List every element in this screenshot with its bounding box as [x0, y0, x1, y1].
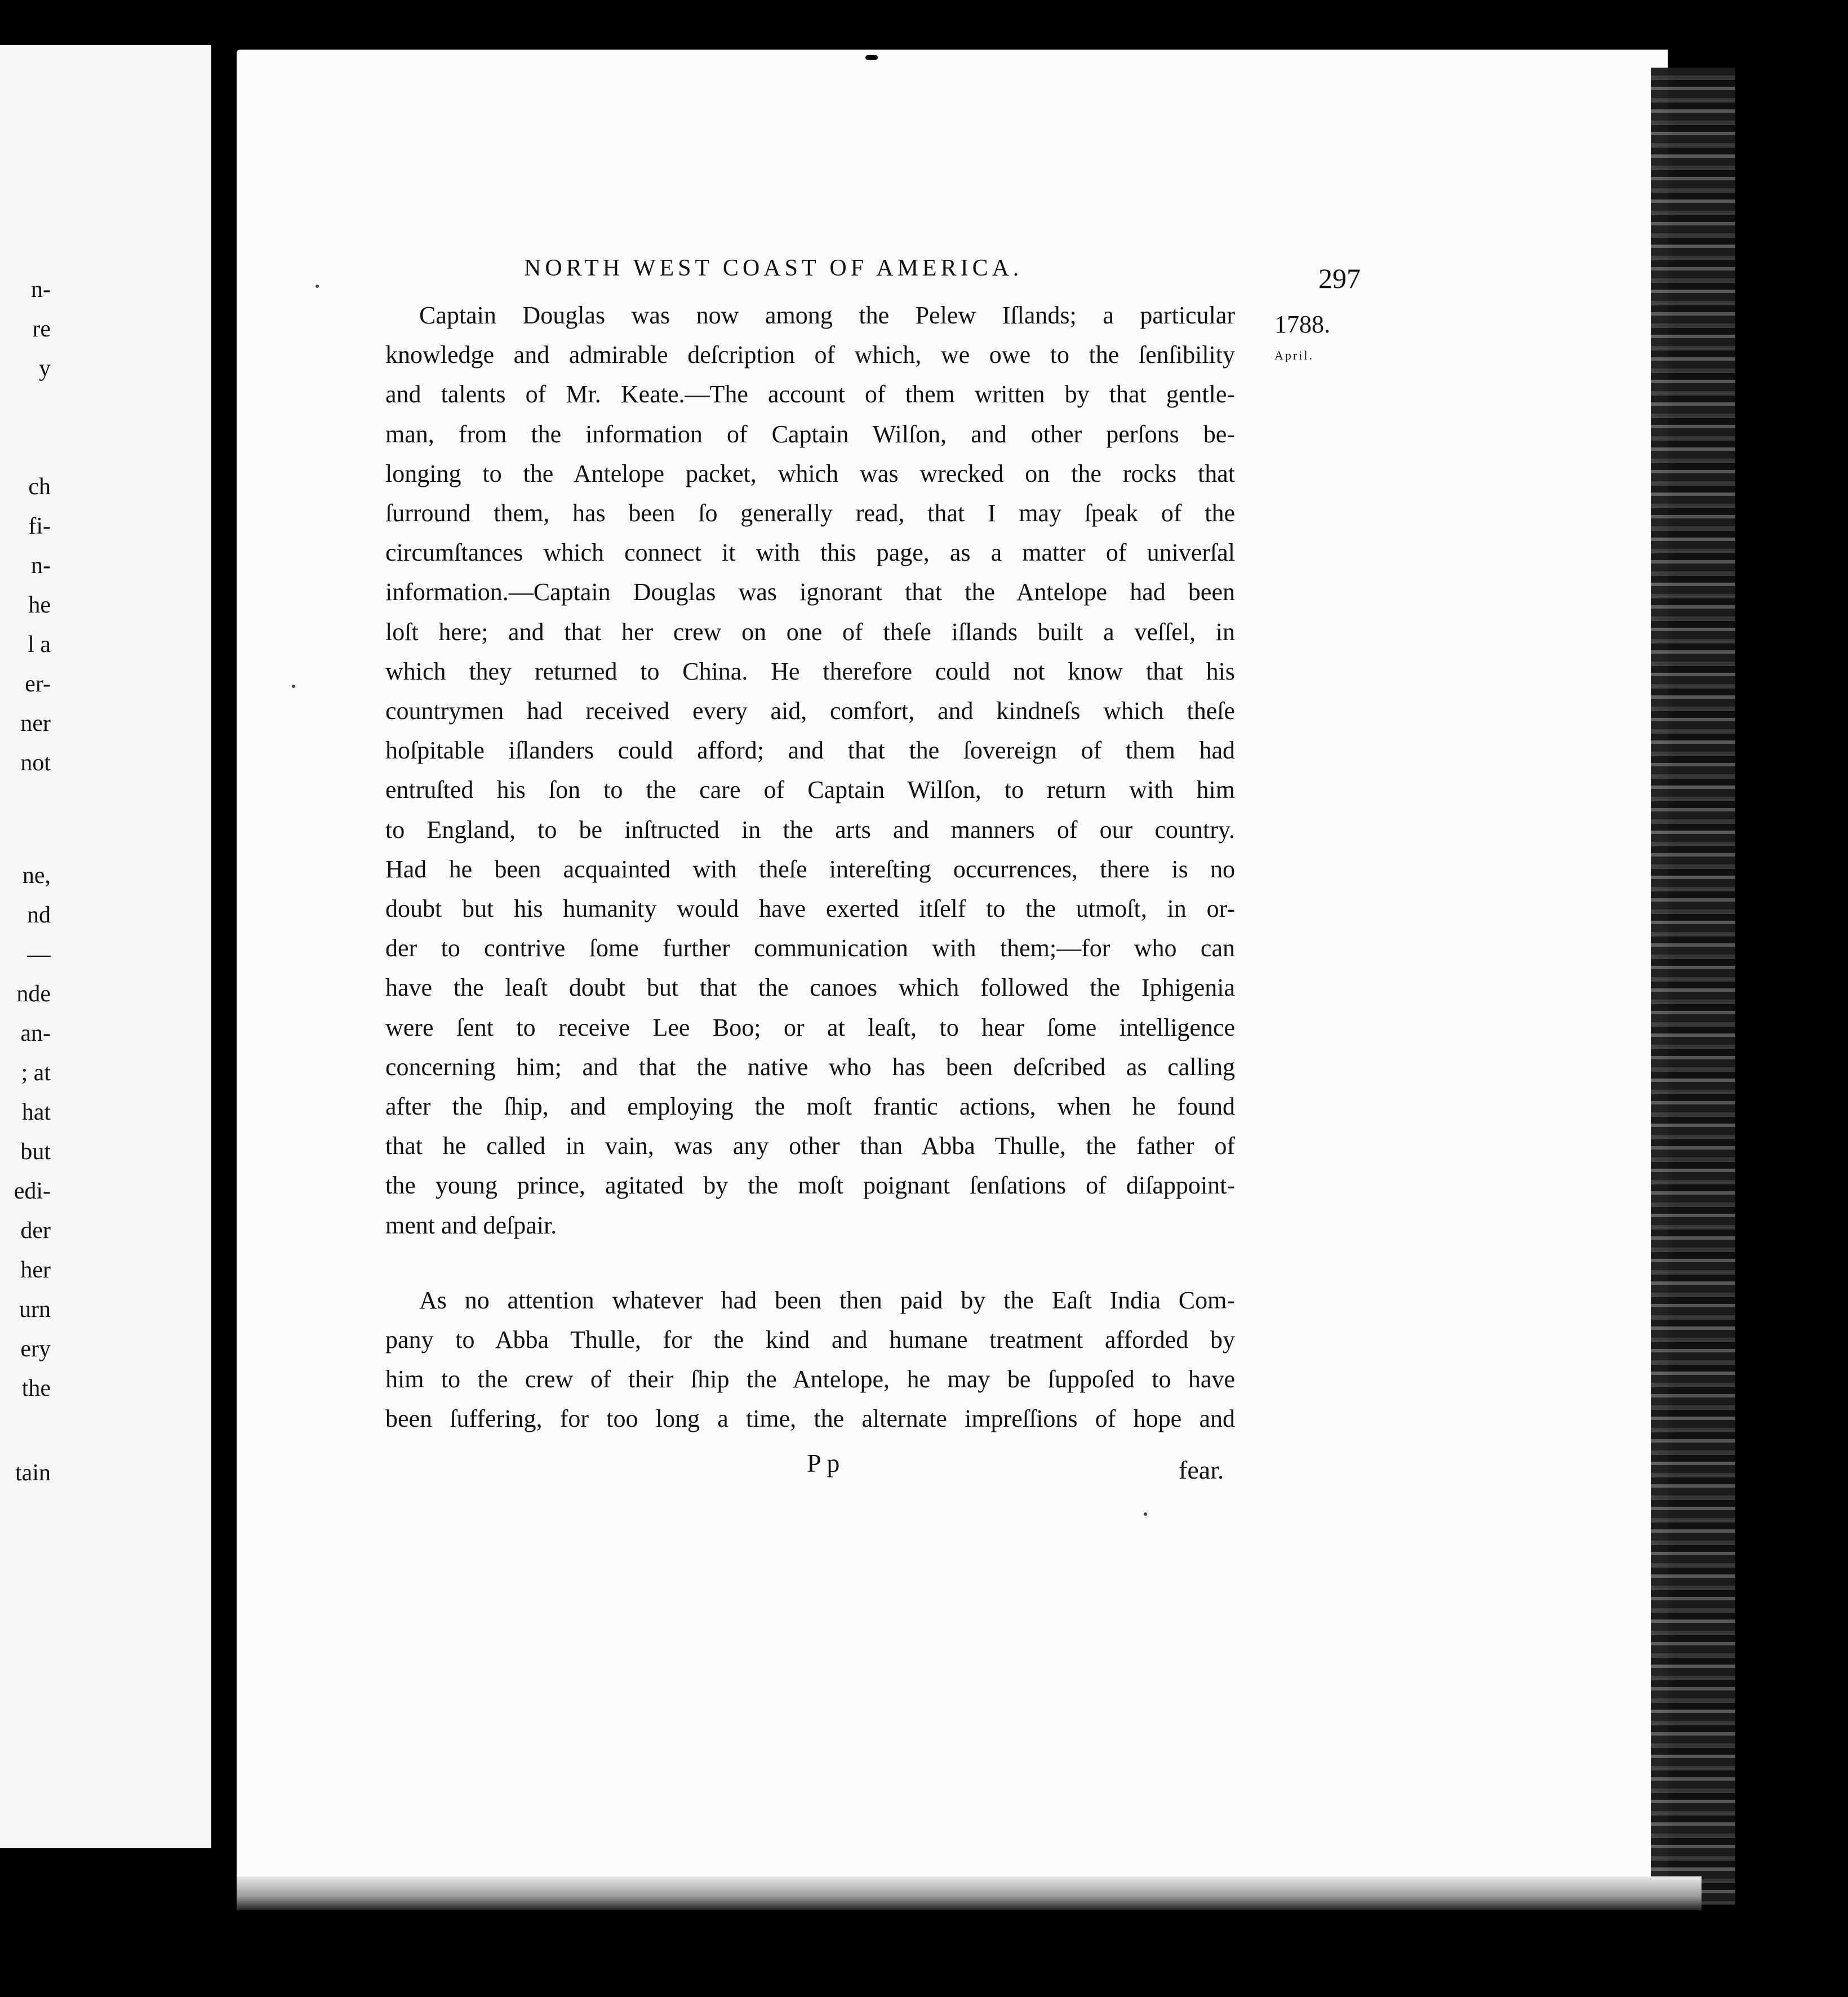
- page-bottom-edge: [237, 1876, 1702, 1910]
- left-page-fragment: not: [20, 750, 51, 776]
- text-line: As no attention whatever had been then paid by the Eaſt India Com-: [419, 1286, 1235, 1314]
- running-head: NORTH WEST COAST OF AMERICA.: [524, 255, 1023, 281]
- page-number: 297: [1318, 263, 1361, 294]
- left-page-fragment: er-: [25, 671, 51, 697]
- margin-note-month: April.: [1274, 348, 1314, 362]
- left-facing-page: [0, 45, 211, 1848]
- text-line: that he called in vain, was any other than Abba Thulle, the father of: [385, 1132, 1235, 1160]
- left-page-fragment: the: [21, 1375, 51, 1401]
- left-page-fragment: her: [20, 1257, 51, 1283]
- ink-speck: [865, 55, 878, 60]
- text-line: man, from the information of Captain Wilſon, and other perſons be-: [385, 420, 1235, 448]
- ink-speck: [292, 685, 295, 688]
- catchword: fear.: [1179, 1455, 1224, 1484]
- text-line: which they returned to China. He therefore could not know that his: [385, 658, 1235, 685]
- text-line: him to the crew of their ſhip the Antelope, he may be ſuppoſed to have: [385, 1365, 1235, 1393]
- text-line: doubt but his humanity would have exerted itſelf to the utmoſt, in or-: [385, 895, 1235, 922]
- text-line: to England, to be inſtructed in the arts and manners of our country.: [385, 816, 1235, 844]
- left-page-fragment: ner: [20, 711, 51, 736]
- left-page-fragment: n-: [31, 553, 51, 579]
- text-line: concerning him; and that the native who has been deſcribed as calling: [385, 1053, 1235, 1081]
- left-page-fragment: hat: [21, 1099, 51, 1125]
- left-page-fragment: l a: [28, 632, 51, 658]
- ink-speck: [1144, 1512, 1147, 1516]
- text-line: loſt here; and that her crew on one of theſe iſlands built a veſſel, in: [385, 618, 1235, 646]
- text-line: the young prince, agitated by the moſt poignant ſenſations of diſappoint-: [385, 1171, 1235, 1199]
- left-page-fragment: ery: [20, 1336, 51, 1362]
- text-line: pany to Abba Thulle, for the kind and humane treatment afforded by: [385, 1326, 1235, 1353]
- left-page-fragment: edi-: [14, 1178, 51, 1204]
- text-line: Captain Douglas was now among the Pelew Iſlands; a particular: [419, 301, 1235, 329]
- text-line: longing to the Antelope packet, which was wrecked on the rocks that: [385, 460, 1235, 487]
- left-page-fragment: nde: [16, 981, 51, 1007]
- text-line: information.—Captain Douglas was ignorant that the Antelope had been: [385, 578, 1235, 606]
- left-page-fragment: nd: [27, 902, 51, 928]
- text-line: entruſted his ſon to the care of Captain Wilſon, to return with him: [385, 776, 1235, 804]
- left-page-fragment: urn: [19, 1297, 51, 1323]
- text-line: ſurround them, has been ſo generally read, that I may ſpeak of the: [385, 499, 1235, 527]
- left-page-fragment: ch: [28, 474, 51, 500]
- text-line: knowledge and admirable deſcription of which, we owe to the ſenſibility: [385, 341, 1235, 369]
- left-page-fragment: re: [32, 316, 51, 342]
- margin-note-year: 1788.: [1274, 310, 1330, 338]
- page-fore-edge: [1651, 68, 1735, 1905]
- left-page-fragment: tain: [15, 1460, 51, 1486]
- ink-speck: [316, 285, 319, 288]
- text-line: countrymen had received every aid, comfort, and kindneſs which theſe: [385, 697, 1235, 725]
- left-page-fragment: —: [27, 942, 51, 968]
- left-page-fragment: fi-: [28, 513, 51, 539]
- left-page-fragment: n-: [31, 277, 51, 303]
- left-page-fragment: an-: [20, 1020, 51, 1046]
- text-line: been ſuffering, for too long a time, the alternate impreſſions of hope and: [385, 1405, 1235, 1432]
- left-page-fragment: but: [20, 1139, 51, 1165]
- left-page-fragment: y: [39, 356, 51, 381]
- text-line: have the leaſt doubt but that the canoes which followed the Iphigenia: [385, 974, 1235, 1001]
- left-page-fragment: der: [20, 1218, 51, 1244]
- left-page-fragment: ne,: [22, 863, 51, 889]
- text-line: ment and deſpair.: [385, 1211, 557, 1239]
- signature-mark: P p: [807, 1449, 840, 1477]
- text-line: hoſpitable iſlanders could afford; and that the ſovereign of them had: [385, 736, 1235, 764]
- text-line: after the ſhip, and employing the moſt frantic actions, when he found: [385, 1093, 1235, 1120]
- text-line: were ſent to receive Lee Boo; or at leaſt, to hear ſome intelligence: [385, 1014, 1235, 1041]
- text-line: circumſtances which connect it with this page, as a matter of univerſal: [385, 539, 1235, 566]
- text-line: Had he been acquainted with theſe intereſting occurrences, there is no: [385, 855, 1235, 883]
- left-page-fragment: ; at: [21, 1060, 51, 1086]
- left-page-fragment: he: [28, 592, 51, 618]
- text-line: and talents of Mr. Keate.—The account of them written by that gentle-: [385, 380, 1235, 408]
- text-line: der to contrive ſome further communication with them;—for who can: [385, 934, 1235, 962]
